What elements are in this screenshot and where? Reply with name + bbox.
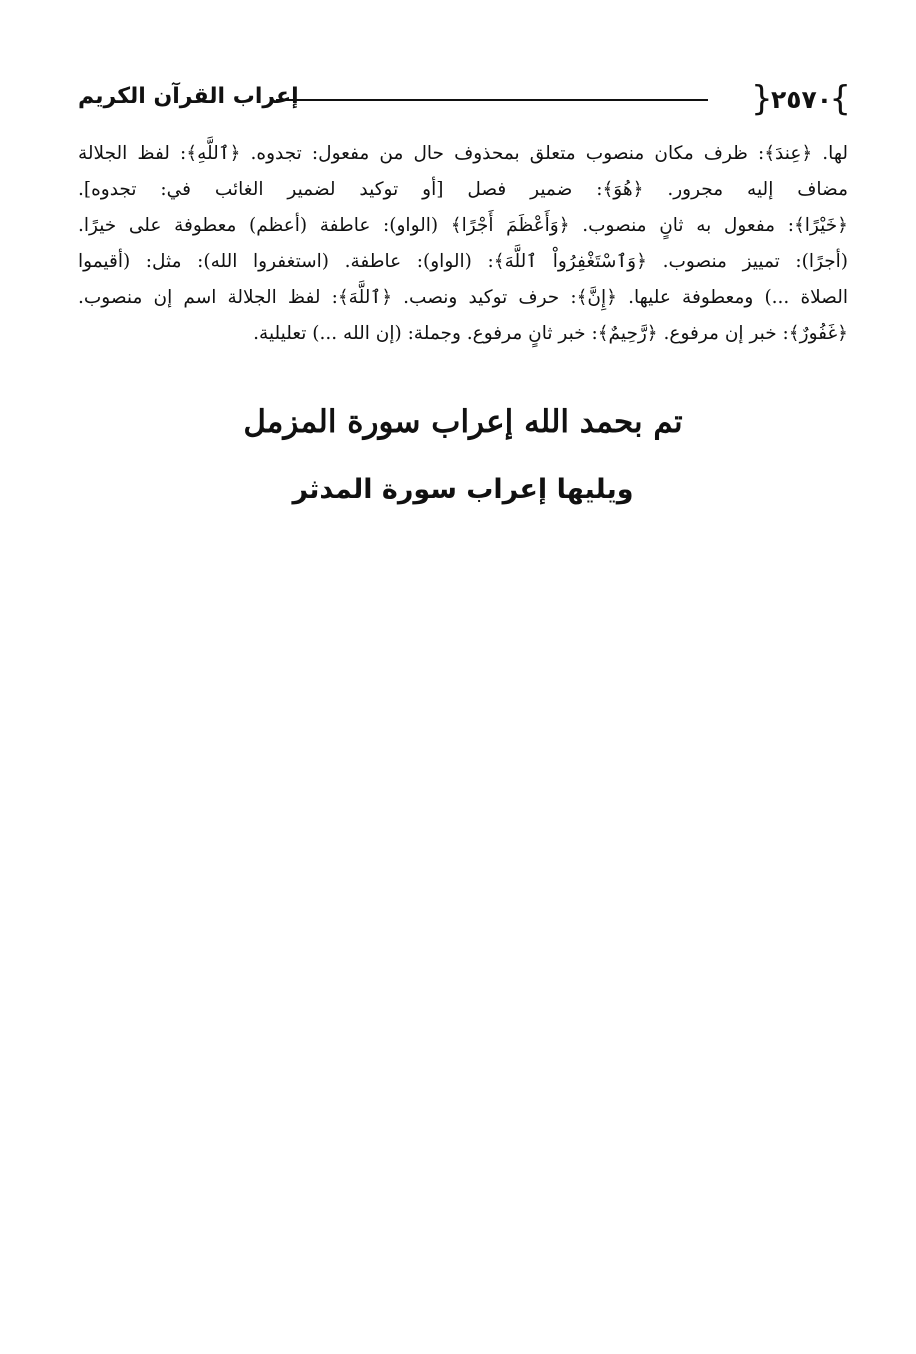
- badge-left-brace-icon: }: [829, 79, 852, 119]
- text-line: ﴿خَيْرًا﴾: مفعول به ثانٍ منصوب. ﴿وَأَعْظَمَ أَجْرًا﴾ (الواو): عاطفة (أعظم) معطوفة على خيرًا.: [78, 215, 848, 236]
- text-line: ﴿غَفُورٌ﴾: خبر إن مرفوع. ﴿رَّحِيمٌ﴾: خبر ثانٍ مرفوع. وجملة: (إن الله ...) تعليلية.: [253, 323, 848, 344]
- page-header: [78, 78, 852, 122]
- closing-title: تم بحمد الله إعراب سورة المزمل: [243, 404, 683, 440]
- running-title: إعراب القرآن الكريم: [78, 84, 299, 109]
- closing-subtitle: ويليها إعراب سورة المدثر: [292, 474, 634, 505]
- text-line: مضاف إليه مجرور. ﴿هُوَ﴾: ضمير فصل [أو توكيد لضمير الغائب في: تجدوه].: [78, 179, 848, 200]
- badge-right-brace-icon: {: [750, 79, 774, 119]
- text-line: الصلاة ...) ومعطوفة عليها. ﴿إِنَّ﴾: حرف توكيد ونصب. ﴿ٱللَّهَ﴾: لفظ الجلالة اسم إن منصوب.: [78, 287, 848, 308]
- body-text: [78, 136, 848, 352]
- page-number-badge: [750, 79, 852, 119]
- text-line: لها. ﴿عِندَ﴾: ظرف مكان منصوب متعلق بمحذوف حال من مفعول: تجدوه. ﴿ٱللَّهِ﴾: لفظ الجلالة: [78, 143, 848, 164]
- closing-section: [78, 396, 848, 512]
- page-number: ٢٥٧٠: [770, 84, 832, 114]
- text-line: (أجرًا): تمييز منصوب. ﴿وَٱسْتَغْفِرُواْ ٱللَّهَ﴾: (الواو): عاطفة. (استغفروا الله): مثل: (أقيموا: [78, 251, 848, 272]
- header-rule: [276, 99, 708, 101]
